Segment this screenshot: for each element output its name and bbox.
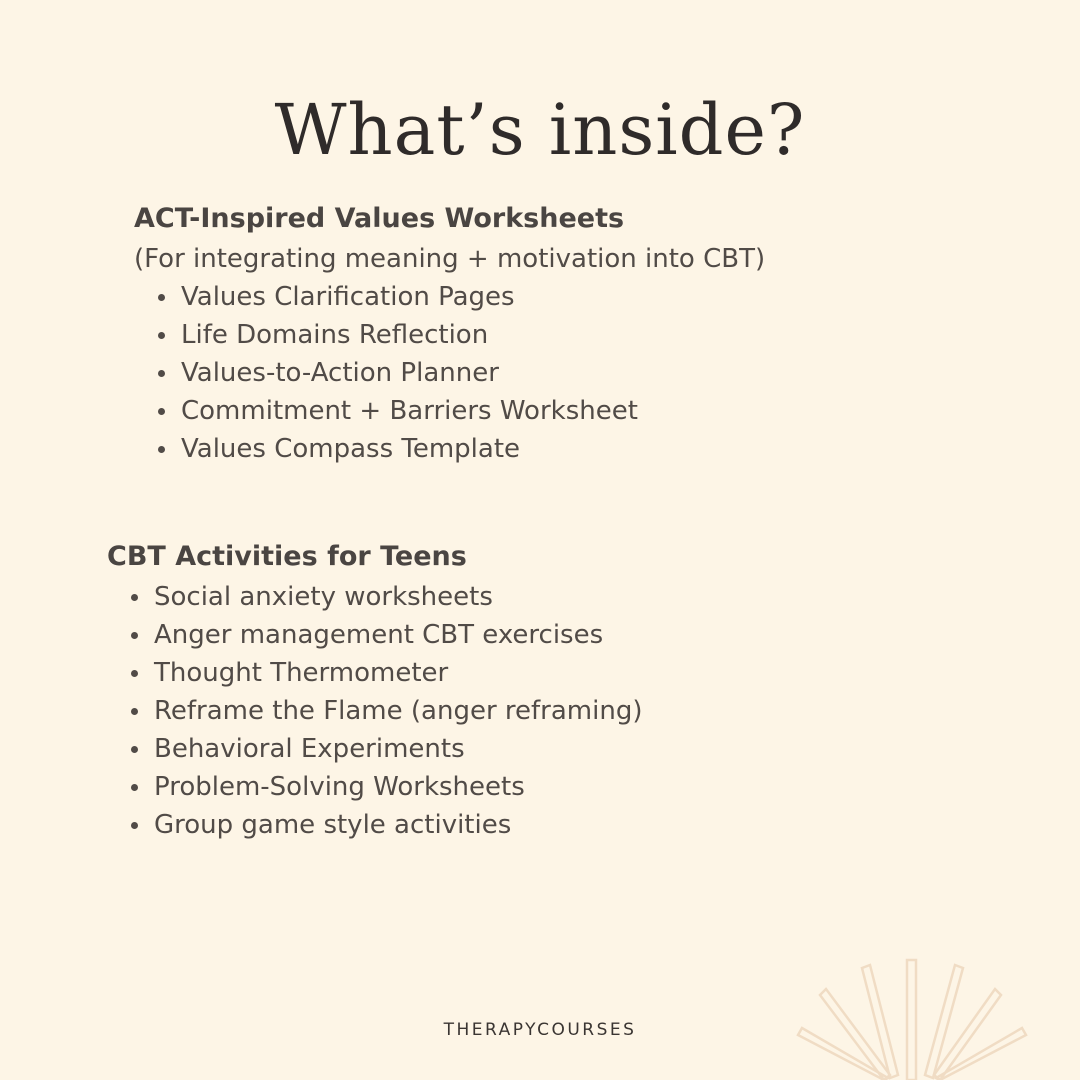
cbt-activities-list — [107, 578, 642, 844]
section-heading: ACT-Inspired Values Worksheets — [134, 203, 625, 234]
list-item: Thought Thermometer — [107, 654, 642, 692]
list-item: Reframe the Flame (anger reframing) — [107, 692, 642, 730]
list-item: Problem-Solving Worksheets — [107, 768, 642, 806]
sunburst-icon — [790, 950, 1080, 1080]
list-item: Values-to-Action Planner — [134, 354, 765, 392]
list-item: Commitment + Barriers Worksheet — [134, 392, 765, 430]
cbt-activities-section — [107, 536, 642, 844]
page-title: What’s inside? — [274, 89, 806, 171]
brand-footer: THERAPYCOURSES — [443, 1020, 637, 1040]
list-item: Values Clarification Pages — [134, 278, 765, 316]
list-item: Life Domains Reflection — [134, 316, 765, 354]
values-worksheet-list — [134, 278, 765, 468]
list-item: Behavioral Experiments — [107, 730, 642, 768]
list-item: Social anxiety worksheets — [107, 578, 642, 616]
list-item: Anger management CBT exercises — [107, 616, 642, 654]
list-item: Values Compass Template — [134, 430, 765, 468]
section-subheading: (For integrating meaning + motivation into CBT) — [134, 244, 766, 274]
section-heading: CBT Activities for Teens — [107, 541, 467, 572]
act-values-section — [134, 198, 765, 468]
list-item: Group game style activities — [107, 806, 642, 844]
